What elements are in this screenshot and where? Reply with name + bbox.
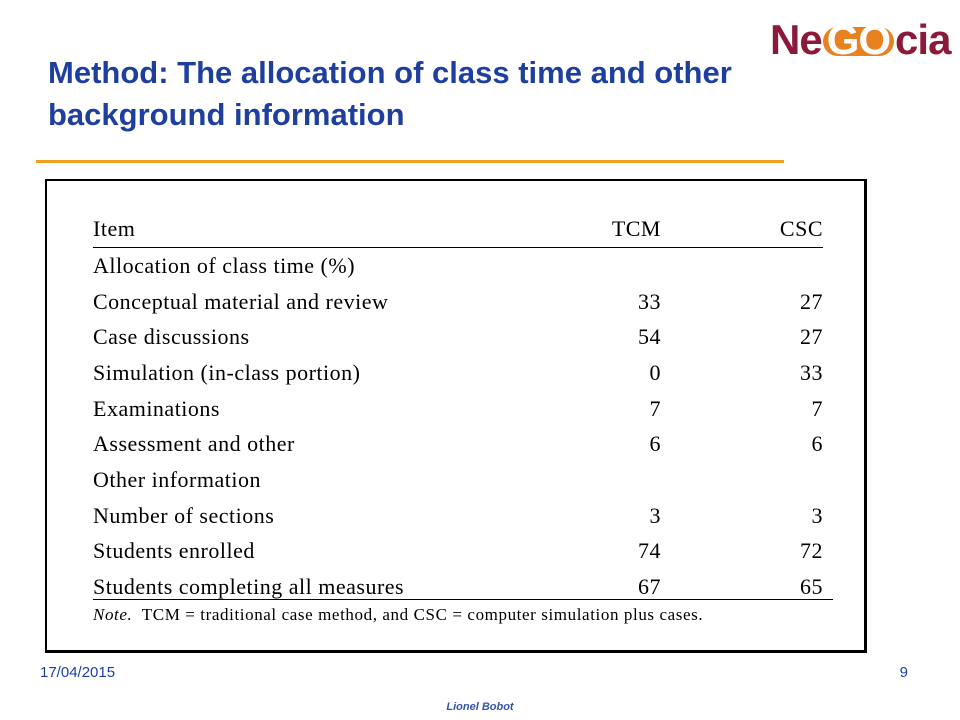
row-csc xyxy=(661,462,823,498)
logo-text-post: cia xyxy=(895,16,951,63)
table-note xyxy=(93,599,833,625)
table-frame xyxy=(45,179,867,653)
row-tcm: 3 xyxy=(649,502,661,528)
row-csc: 72 xyxy=(800,538,823,564)
row-item: Allocation of class time (%) xyxy=(93,252,356,278)
header-item: Item xyxy=(93,211,563,248)
row-csc: 65 xyxy=(800,574,823,600)
row-tcm: 7 xyxy=(649,395,661,421)
row-item: Students enrolled xyxy=(93,538,255,564)
logo-go-badge xyxy=(823,16,894,63)
row-tcm xyxy=(563,248,661,284)
table-row xyxy=(93,284,823,320)
row-tcm: 74 xyxy=(638,538,661,564)
header-csc: CSC xyxy=(661,211,823,248)
row-csc xyxy=(661,248,823,284)
note-text: TCM = traditional case method, and CSC = computer simulation plus cases. xyxy=(141,605,704,624)
table-row xyxy=(93,319,823,355)
slide-title: Method: The allocation of class time and other background information xyxy=(48,55,732,132)
note-label: Note. xyxy=(93,605,133,624)
table-row xyxy=(93,534,823,570)
table-row xyxy=(93,248,823,284)
row-item: Assessment and other xyxy=(93,431,295,457)
footer-date: 17/04/2015 xyxy=(40,664,116,681)
row-tcm: 54 xyxy=(638,324,661,350)
row-csc: 6 xyxy=(811,431,823,457)
row-tcm: 33 xyxy=(638,288,661,314)
table-row xyxy=(93,426,823,462)
row-csc: 33 xyxy=(800,359,823,385)
page-number: 9 xyxy=(899,664,908,681)
row-tcm: 6 xyxy=(649,431,661,457)
row-csc: 3 xyxy=(811,502,823,528)
row-item: Simulation (in-class portion) xyxy=(93,359,361,385)
row-csc: 7 xyxy=(811,395,823,421)
table-header-row xyxy=(93,211,823,248)
row-tcm: 67 xyxy=(638,574,661,600)
row-csc: 27 xyxy=(800,324,823,350)
row-item: Other information xyxy=(93,466,261,492)
logo-text-go: GO xyxy=(826,16,891,63)
header-tcm: TCM xyxy=(563,211,661,248)
title-divider xyxy=(36,160,784,163)
row-tcm xyxy=(563,462,661,498)
row-item: Case discussions xyxy=(93,324,250,350)
table-row xyxy=(93,391,823,427)
row-item: Number of sections xyxy=(93,502,275,528)
row-csc: 27 xyxy=(800,288,823,314)
table-row xyxy=(93,355,823,391)
table-row xyxy=(93,498,823,534)
row-item: Examinations xyxy=(93,395,220,421)
logo-text-pre: Ne xyxy=(770,16,822,63)
footer-author: Lionel Bobot xyxy=(446,701,514,713)
row-item: Students completing all measures xyxy=(93,574,405,600)
class-time-table xyxy=(93,211,823,605)
row-tcm: 0 xyxy=(649,359,661,385)
table-row xyxy=(93,462,823,498)
row-item: Conceptual material and review xyxy=(93,288,389,314)
